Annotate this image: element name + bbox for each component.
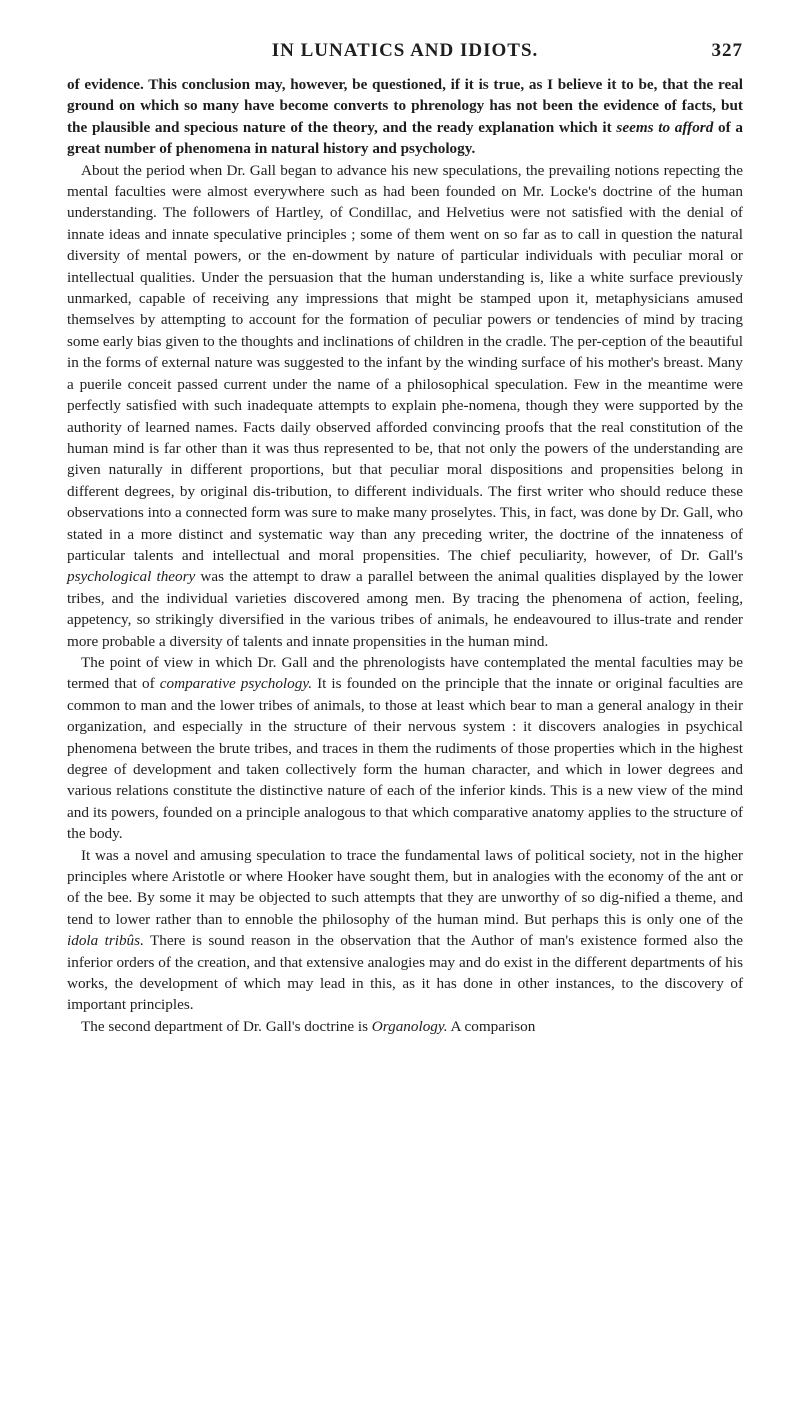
paragraph-5-emphasis: Organology. (371, 1017, 448, 1035)
book-page (67, 40, 743, 1037)
paragraph-4-text-a: It was a novel and amusing speculation to trace the fundamental laws of political society, not in the higher principles where Aristotle or where Hooker have sought them, but in analogies with the economy of the ant or of the bee. By some it may be objected to such attempts that they are unworthy of so dig-nified a theme, and tend to lower rather than to ennoble the philosophy of the human mind. But perhaps this is only one of the (67, 846, 743, 928)
running-head: IN LUNATICS AND IDIOTS. (271, 40, 539, 61)
page-number: 327 (711, 40, 743, 61)
paragraph-4-emphasis: idola tribûs. (67, 932, 144, 950)
paragraph-1-emphasis: seems to afford (616, 118, 714, 136)
page-header (67, 40, 743, 74)
paragraph-1-text-b: of a great number of phenomena in natural history and psychology. (67, 118, 744, 158)
paragraph-4-text-b: There is sound reason in the observation that the Author of man's existence formed also the inferior orders of the creation, and that extensive analogies may and do exist in the different departments of his works, the development of which may lead in this, as it has done in other instances, to the discovery of important principles. (67, 932, 743, 1014)
paragraph-2-text-a: About the period when Dr. Gall began to advance his new speculations, the prevailing notions repecting the mental faculties were almost everywhere such as had been founded on Mr. Locke's doctrine of the human understanding. The followers of Hartley, of Condillac, and Helvetius were not satisfied with the denial of innate ideas and innate speculative principles ; some of them went on so far as to call in question the natural diversity of mental powers, or the en-dowment by nature of particular individuals with peculiar moral or intellectual qualities. Under the persuasion that the human understanding is, like a white surface previously unmarked, capable of receiving any impressions that might be stamped upon it, metaphysicians amused themselves by attempting to account for the formation of peculiar powers or tendencies of mind by tracing some early bias given to the thoughts and inclinations of children in the cradle. The per-ception of the beautiful in the forms of external nature was suggested to the infant by the winding surface of his mother's breast. Many a puerile conceit passed current under the name of a philosophical speculation. Few in the meantime were perfectly satisfied with such inadequate attempts to explain phe-nomena, though they were supported by the authority of learned names. Facts daily observed afforded convincing proofs that the real constitution of the human mind is far other than it was thus represented to be, that not only the powers of the understanding are given naturally in different proportions, but that peculiar moral dispositions and propensities belong in different degrees, by original dis-tribution, to different individuals. The first writer who should reduce these observations into a connected form was sure to make many proselytes. This, in fact, was done by Dr. Gall, who stated in a more distinct and systematic way than any preceding writer, the doctrine of the innateness of particular talents and intellectual and moral propensities. The chief peculiarity, however, of Dr. Gall's (67, 161, 743, 564)
paragraph-2 (67, 160, 743, 652)
paragraph-5-text-b: A comparison (447, 1017, 536, 1035)
paragraph-2-emphasis: psychological theory (67, 568, 196, 586)
paragraph-1-text-a: of evidence. This conclusion may, however, be questioned, if it is true, as I believe it to be, that the real ground on which so many have become converts to phrenology has not been the evidence of facts, but the plausible and specious nature of the theory, and the ready explanation which it (67, 76, 743, 136)
paragraph-4 (67, 845, 743, 1016)
paragraph-3-text-a: The point of view in which Dr. Gall and the phrenologists have contemplated the mental faculties may be termed that of (67, 653, 743, 693)
paragraph-5-text-a: The second department of Dr. Gall's doctrine is (81, 1017, 372, 1035)
paragraph-2-text-b: was the attempt to draw a parallel between the animal qualities displayed by the lower tribes, and the individual varieties discovered among men. By tracing the phenomena of action, feeling, appetency, so strikingly diversified in the various tribes of animals, he endeavoured to illus-trate and render more probable a diversity of talents and innate propensities in the human mind. (67, 568, 743, 650)
paragraph-3-emphasis: comparative psychology. (159, 675, 313, 693)
paragraph-3 (67, 652, 743, 845)
paragraph-5 (67, 1016, 743, 1037)
paragraph-3-text-b: It is founded on the principle that the innate or original faculties are common to man and the lower tribes of animals, to those at least which bear to man a general analogy in their organization, and especially in the structure of their nervous system : it discovers analogies in psychical phenomena between the brute tribes, and traces in them the rudiments of those properties which in the highest degree of development and taken collectively form the human character, and which in lower degrees and various relations constitute the distinctive nature of each of the inferior kinds. This is a new view of the mind and its powers, founded on a principle analogous to that which comparative anatomy applies to the structure of the body. (67, 675, 743, 843)
paragraph-1 (67, 74, 743, 160)
body-text (67, 74, 743, 1037)
